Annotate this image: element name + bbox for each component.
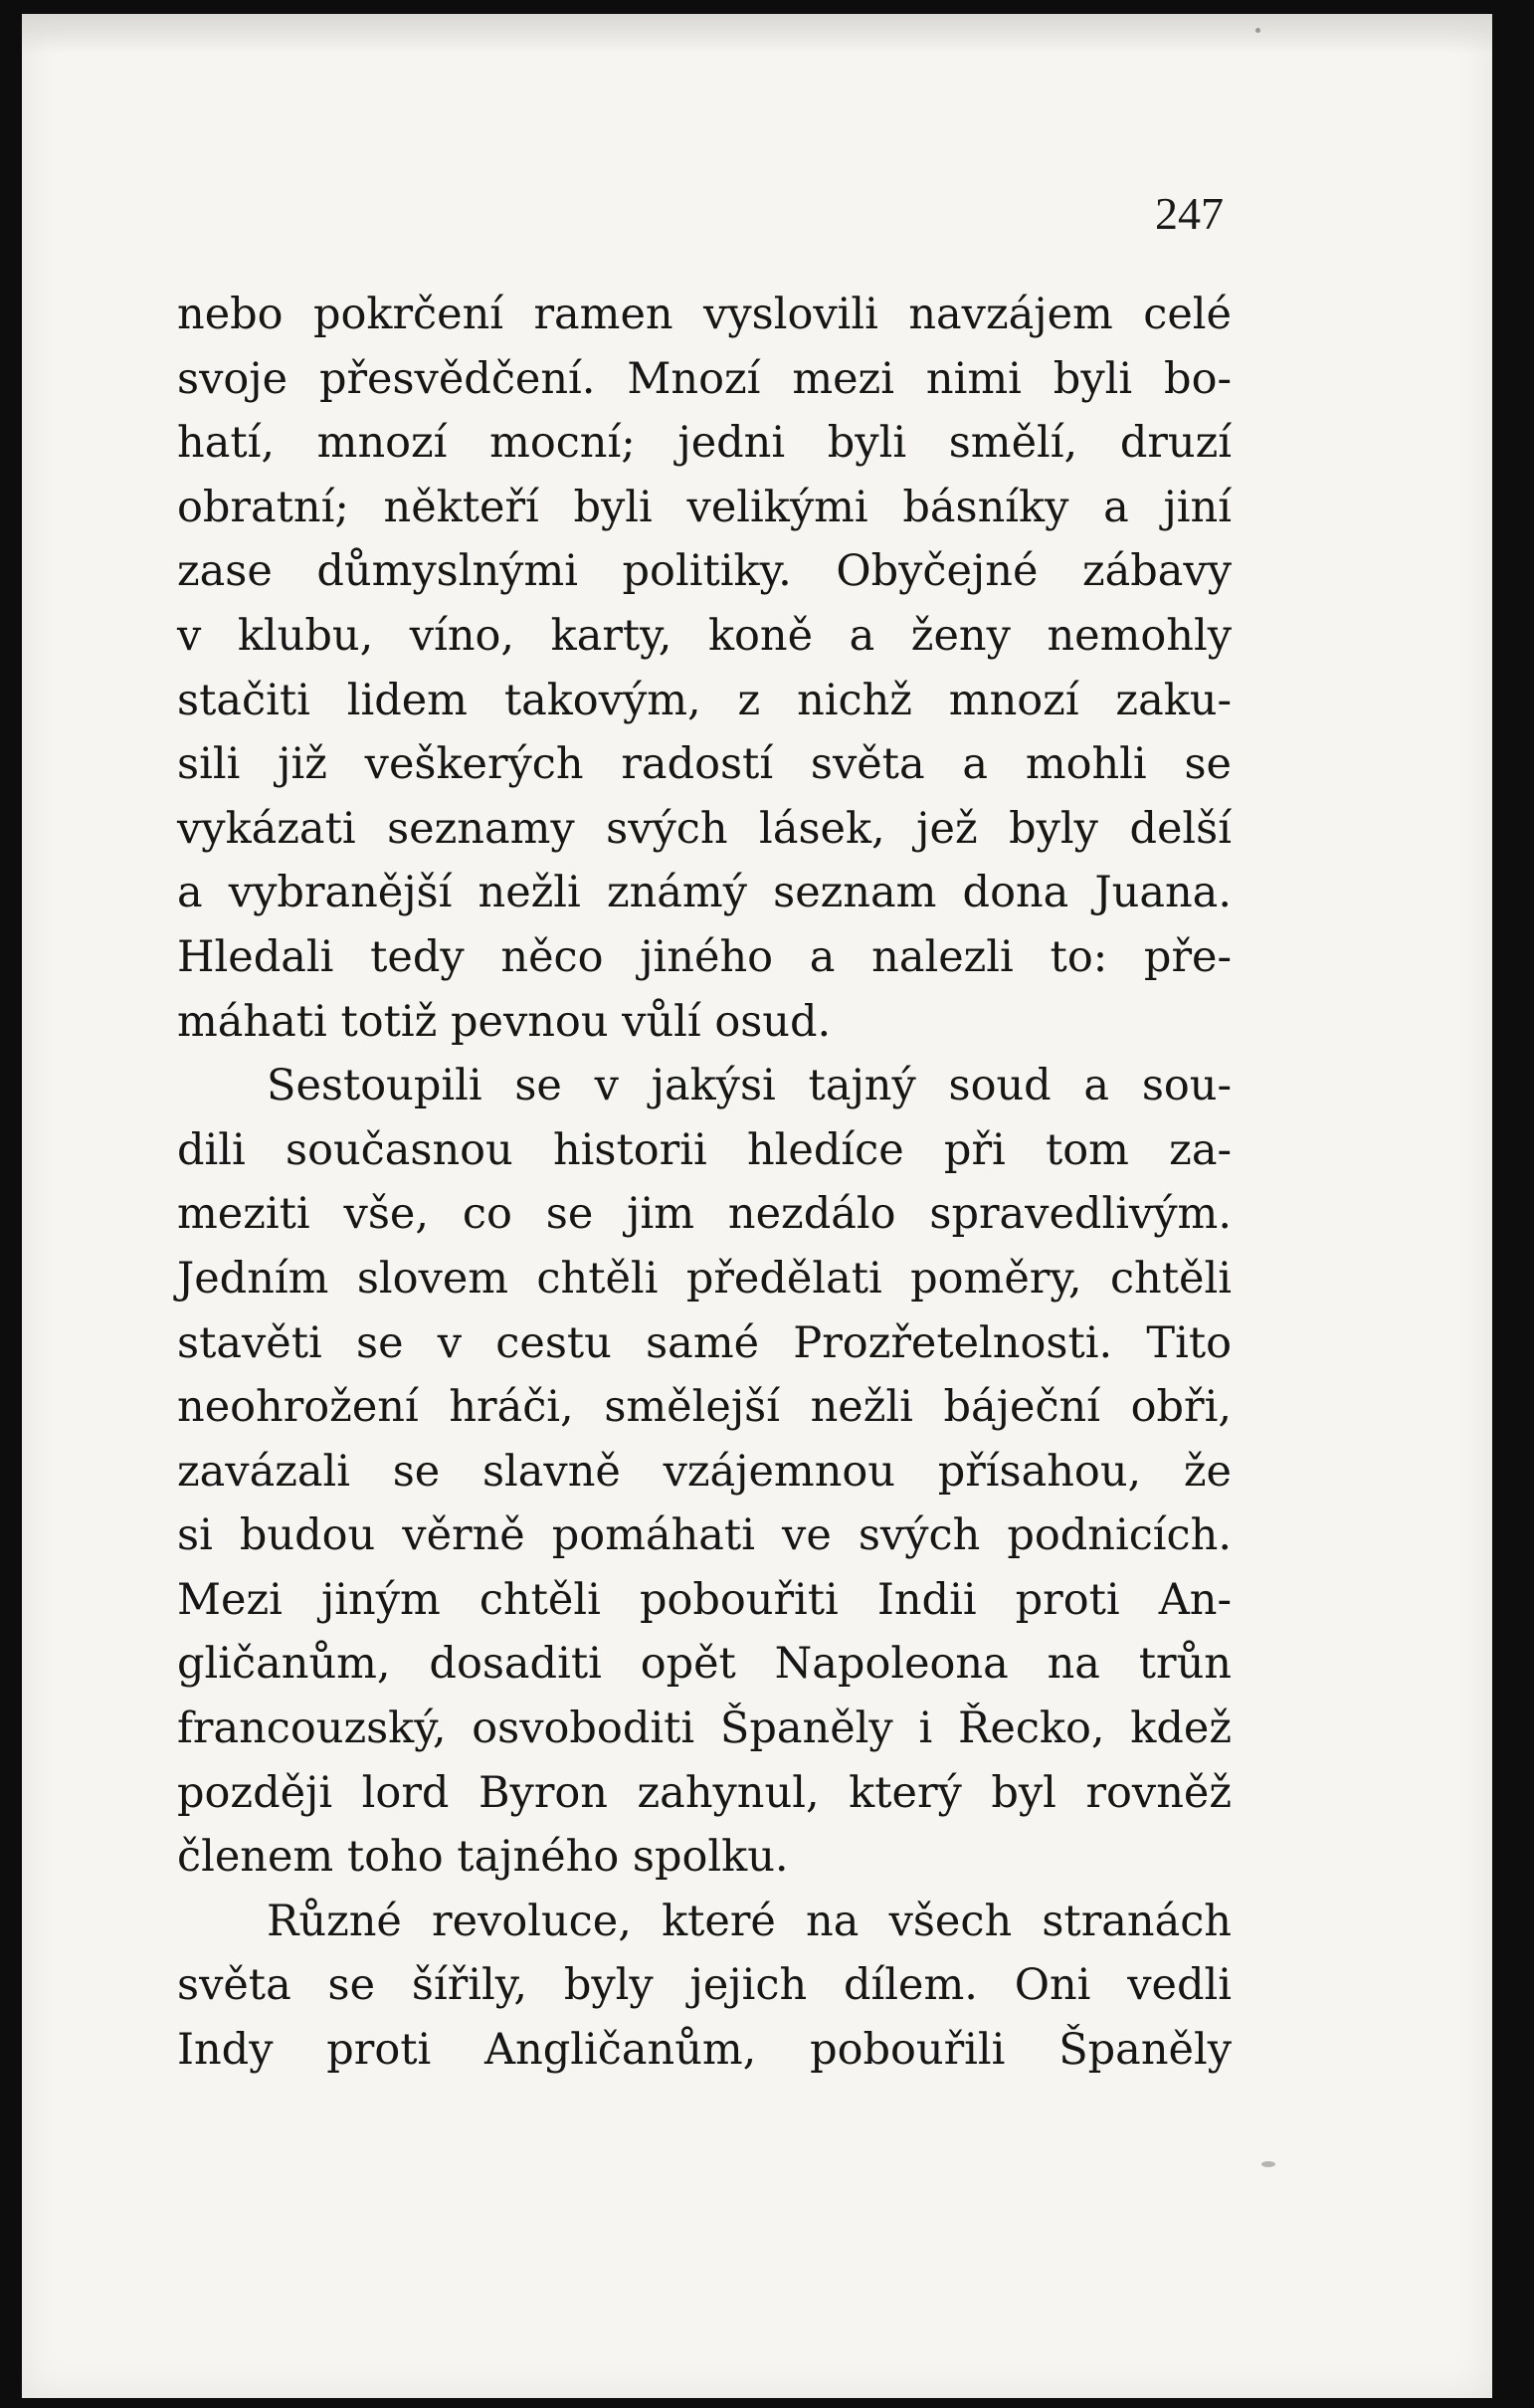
- text-line: a vybranější nežli známý seznam dona Juana.: [177, 868, 1232, 918]
- page-top-shadow: [22, 14, 1492, 54]
- paper-speck: [1261, 2161, 1275, 2167]
- text-line: dili současnou historii hledíce při tom za-: [177, 1124, 1232, 1175]
- text-line: svoje přesvědčení. Mnozí mezi nimi byli bo-: [177, 353, 1232, 404]
- text-line: vykázati seznamy svých lásek, jež byly delší: [177, 803, 1232, 854]
- text-line: Jedním slovem chtěli předělati poměry, chtěli: [177, 1253, 1232, 1304]
- text-line: nebo pokrčení ramen vyslovili navzájem celé: [177, 290, 1232, 339]
- text-line: hatí, mnozí mocní; jedni byli smělí, druzí: [177, 418, 1232, 469]
- paper-speck: [1255, 28, 1260, 33]
- text-line: později lord Byron zahynul, který byl rovněž: [177, 1767, 1232, 1818]
- text-line: gličanům, dosaditi opět Napoleona na trůn: [177, 1639, 1232, 1690]
- text-line: Sestoupili se v jakýsi tajný soud a sou-: [267, 1061, 1232, 1111]
- text-line: si budou věrně pomáhati ve svých podnicích.: [177, 1510, 1232, 1561]
- text-line: Indy proti Angličanům, pobouřili Španěly: [177, 2025, 1232, 2076]
- text-line: sili již veškerých radostí světa a mohli se: [177, 739, 1232, 790]
- text-line: stavěti se v cestu samé Prozřetelnosti. Tito: [177, 1317, 1232, 1368]
- page-body-text: [177, 283, 1232, 2083]
- text-line: v klubu, víno, karty, koně a ženy nemohly: [177, 610, 1232, 661]
- text-line: zavázali se slavně vzájemnou přísahou, že: [177, 1446, 1232, 1497]
- text-line: Mezi jiným chtěli pobouřiti Indii proti An-: [177, 1574, 1232, 1625]
- text-line: členem toho tajného spolku.: [177, 1832, 789, 1883]
- text-line: stačiti lidem takovým, z nichž mnozí zaku-: [177, 675, 1232, 725]
- text-line: neohrožení hráči, smělejší nežli báječní obři,: [177, 1382, 1232, 1433]
- text-line: zase důmyslnými politiky. Obyčejné zábavy: [177, 546, 1232, 597]
- text-line: Různé revoluce, které na všech stranách: [267, 1896, 1232, 1946]
- text-line: Hledali tedy něco jiného a nalezli to: pře-: [177, 931, 1232, 982]
- text-line: obratní; někteří byli velikými básníky a jiní: [177, 482, 1232, 532]
- page-number: 247: [1155, 188, 1224, 239]
- text-line: francouzský, osvoboditi Španěly i Řecko, kdež: [177, 1704, 1232, 1754]
- text-line: světa se šířily, byly jejich dílem. Oni vedli: [177, 1960, 1232, 2011]
- text-line: máhati totiž pevnou vůlí osud.: [177, 996, 832, 1047]
- text-line: meziti vše, co se jim nezdálo spravedlivým.: [177, 1189, 1232, 1240]
